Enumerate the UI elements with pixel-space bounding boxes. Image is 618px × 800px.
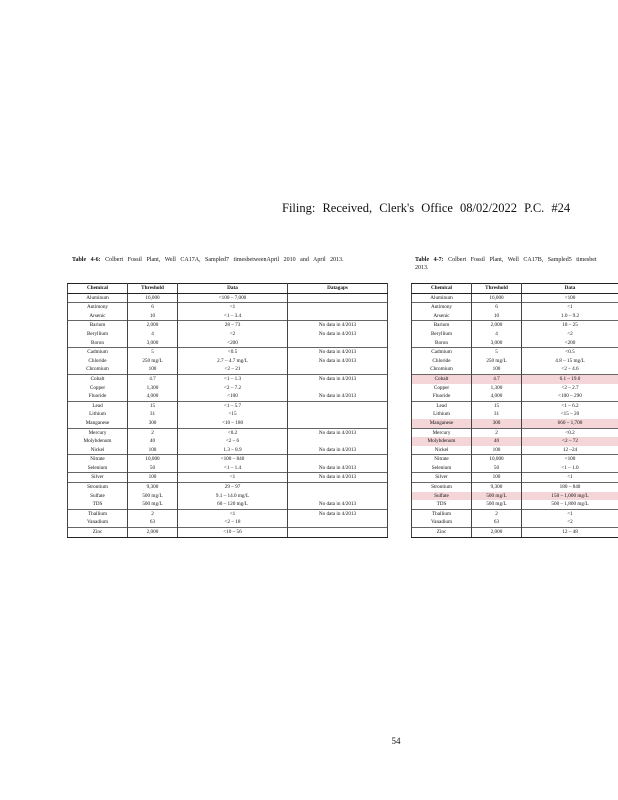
cell-threshold: 2,000 [128,321,178,330]
table-a [67,283,388,538]
table-row [68,455,388,464]
table-row [68,518,388,527]
table-row [68,321,388,330]
page-number: 54 [391,736,401,746]
cell-threshold: 100 [128,446,178,455]
cell-data: 500 – 1,800 mg/L [522,500,618,509]
table-row [68,419,388,428]
cell-threshold: 300 [472,419,522,428]
cell-chemical: Zinc [68,528,128,538]
table-row [68,384,388,393]
cell-threshold: 250 mg/L [472,357,522,366]
cell-datagaps [288,384,388,393]
cell-threshold: 4.7 [472,374,522,383]
cell-threshold: 16,000 [472,293,522,303]
table-a-caption-number: Table 4-6: [72,257,101,263]
table-row [68,483,388,492]
cell-data: 18 – 25 [522,321,618,330]
cell-datagaps [288,483,388,492]
table-b-caption-line2: 2013. [415,265,429,271]
table-row [68,509,388,518]
table-row [68,357,388,366]
cell-data: 9.1 – 14.0 mg/L [178,492,288,501]
cell-threshold: 500 mg/L [128,492,178,501]
cell-chemical: Arsenic [412,312,472,321]
cell-data: 150 – 1,000 mg/L [522,492,618,501]
table-row [412,384,618,393]
cell-threshold: 4,000 [472,392,522,401]
cell-threshold: 40 [128,437,178,446]
table-row [68,303,388,312]
cell-threshold: 10 [128,312,178,321]
cell-data: 12 – 48 [522,528,618,538]
table-row [68,374,388,383]
table-row [68,348,388,357]
cell-data: <15 [178,410,288,419]
cell-data: <1 – 6.2 [522,401,618,410]
cell-chemical: Chloride [68,357,128,366]
table-row [68,312,388,321]
cell-chemical: Lithium [412,410,472,419]
cell-chemical: Nitrate [412,455,472,464]
cell-chemical: TDS [412,500,472,509]
cell-data: <2 – 6 [178,437,288,446]
table-row [412,428,618,437]
cell-data: <1 [178,509,288,518]
table-row [68,528,388,538]
cell-data: <1 – 1.3 [178,374,288,383]
cell-threshold: 50 [472,464,522,473]
cell-datagaps [288,410,388,419]
cell-threshold: 16,000 [128,293,178,303]
table-row [68,446,388,455]
cell-threshold: 31 [472,410,522,419]
cell-data: <2 – 7.2 [178,384,288,393]
cell-data: <0.2 [178,428,288,437]
cell-threshold: 5 [128,348,178,357]
cell-threshold: 6 [128,303,178,312]
cell-threshold: 100 [472,446,522,455]
table-row [68,339,388,348]
filing-header: Filing: Received, Clerk's Office 08/02/2022 P.C. #24 [282,201,571,215]
cell-chemical: Selenium [412,464,472,473]
cell-chemical: TDS [68,500,128,509]
cell-threshold: 6 [472,303,522,312]
cell-chemical: Arsenic [68,312,128,321]
cell-data: <10 – 56 [178,528,288,538]
cell-chemical: Thallium [68,509,128,518]
cell-threshold: 4 [472,330,522,339]
cell-threshold: 100 [128,365,178,374]
cell-data: <100 – 840 [178,455,288,464]
cell-chemical: Cobalt [412,374,472,383]
cell-threshold: 10,000 [128,455,178,464]
cell-chemical: Antimony [412,303,472,312]
col-header-datagaps: Datagaps [288,284,388,294]
cell-data: 6.1 – 19.0 [522,374,618,383]
table-row [412,483,618,492]
table-row [412,509,618,518]
cell-chemical: Cadmium [68,348,128,357]
cell-data: 29 – 97 [178,483,288,492]
cell-datagaps: No data in 4/2013 [288,321,388,330]
cell-threshold: 1,300 [472,384,522,393]
cell-chemical: Antimony [68,303,128,312]
cell-data: <2 – 21 [178,365,288,374]
table-b-caption-number: Table 4-7: [415,257,444,263]
table-row [68,437,388,446]
cell-chemical: Chromium [412,365,472,374]
table-row [412,518,618,527]
cell-data: <100 [522,293,618,303]
cell-data: <1 – 5.7 [178,401,288,410]
table-row [68,401,388,410]
cell-datagaps: No data in 4/2013 [288,330,388,339]
cell-data: 180 – 840 [522,483,618,492]
cell-threshold: 3,000 [128,339,178,348]
cell-chemical: Barium [68,321,128,330]
cell-chemical: Lead [68,401,128,410]
cell-threshold: 2 [472,428,522,437]
cell-datagaps [288,528,388,538]
cell-data: <1 [178,303,288,312]
table-row [412,303,618,312]
cell-chemical: Fluoride [68,392,128,401]
cell-threshold: 4.7 [128,374,178,383]
cell-chemical: Strontium [412,483,472,492]
cell-threshold: 500 mg/L [472,500,522,509]
cell-data: <1 [522,303,618,312]
cell-chemical: Molybdenum [412,437,472,446]
cell-datagaps: No data in 4/2013 [288,374,388,383]
col-header-data: Data [522,284,618,294]
table-row [68,492,388,501]
cell-datagaps: No data in 4/2013 [288,446,388,455]
cell-datagaps [288,303,388,312]
col-header-chemical: Chemical [68,284,128,294]
table-a-caption [72,256,372,264]
cell-threshold: 31 [128,410,178,419]
cell-datagaps [288,365,388,374]
cell-data: <2 – 18 [178,518,288,527]
cell-chemical: Nickel [412,446,472,455]
cell-threshold: 10 [472,312,522,321]
cell-chemical: Aluminum [68,293,128,303]
cell-datagaps: No data in 4/2013 [288,500,388,509]
cell-data: <100 – 7,000 [178,293,288,303]
table-row [412,492,618,501]
cell-threshold: 9,300 [128,483,178,492]
cell-chemical: Silver [68,473,128,483]
cell-threshold: 4,000 [128,392,178,401]
cell-chemical: Thallium [412,509,472,518]
cell-chemical: Fluoride [412,392,472,401]
cell-chemical: Cobalt [68,374,128,383]
table-row [412,321,618,330]
cell-data: 4.8 – 15 mg/L [522,357,618,366]
cell-threshold: 100 [128,473,178,483]
cell-data: <100 – 290 [522,392,618,401]
cell-datagaps [288,293,388,303]
table-row [412,374,618,383]
cell-chemical: Molybdenum [68,437,128,446]
cell-data: <1 [522,509,618,518]
cell-data: <2 – 2.7 [522,384,618,393]
table-b-caption [415,256,618,272]
cell-data: <100 [522,455,618,464]
cell-threshold: 500 mg/L [128,500,178,509]
cell-datagaps [288,437,388,446]
table-row [68,330,388,339]
table-row [412,437,618,446]
cell-chemical: Mercury [412,428,472,437]
cell-chemical: Sulfate [412,492,472,501]
table-row [412,392,618,401]
cell-data: <2 [178,330,288,339]
cell-threshold: 5 [472,348,522,357]
cell-data: <0.5 [522,348,618,357]
cell-threshold: 2,000 [472,321,522,330]
cell-data: <1 – 3.4 [178,312,288,321]
cell-data: 12 –24 [522,446,618,455]
cell-data: <100 [178,392,288,401]
cell-threshold: 2 [472,509,522,518]
cell-threshold: 63 [472,518,522,527]
cell-datagaps [288,401,388,410]
cell-data: <2 – 4.6 [522,365,618,374]
cell-chemical: Nitrate [68,455,128,464]
cell-datagaps [288,312,388,321]
cell-chemical: Boron [68,339,128,348]
table-row [412,446,618,455]
table-row [68,464,388,473]
cell-data: <10 – 180 [178,419,288,428]
table-row [68,392,388,401]
cell-threshold: 2,000 [472,528,522,538]
cell-data: <200 [522,339,618,348]
cell-chemical: Chromium [68,365,128,374]
table-row [68,410,388,419]
table-row [412,455,618,464]
cell-threshold: 15 [472,401,522,410]
cell-chemical: Lithium [68,410,128,419]
table-row [412,365,618,374]
table-row [412,357,618,366]
table-row [412,464,618,473]
cell-chemical: Selenium [68,464,128,473]
cell-chemical: Barium [412,321,472,330]
cell-chemical: Mercury [68,428,128,437]
cell-threshold: 63 [128,518,178,527]
table-a-body [68,293,388,537]
cell-data: <2 – 72 [522,437,618,446]
cell-threshold: 100 [472,473,522,483]
cell-data: <2 [522,518,618,527]
cell-datagaps: No data in 4/2013 [288,357,388,366]
cell-datagaps: No data in 4/2013 [288,348,388,357]
cell-datagaps [288,455,388,464]
cell-datagaps: No data in 4/2013 [288,464,388,473]
table-row [412,348,618,357]
cell-datagaps: No data in 4/2013 [288,428,388,437]
cell-data: <2 [522,330,618,339]
table-row [68,428,388,437]
cell-chemical: Copper [412,384,472,393]
cell-threshold: 300 [128,419,178,428]
cell-data: <1 [522,473,618,483]
table-row [412,401,618,410]
table-row [412,419,618,428]
table-a-caption-text: Colbert Fossil Plant, Well CA17A, Sampled7 timesbetweenApril 2010 and April 2013. [105,257,344,263]
col-header-threshold: Threshold [472,284,522,294]
cell-threshold: 2,000 [128,528,178,538]
cell-chemical: Manganese [68,419,128,428]
table-row [412,528,618,538]
cell-threshold: 10,000 [472,455,522,464]
table-row [412,473,618,483]
col-header-threshold: Threshold [128,284,178,294]
table-b-caption-text: Colbert Fossil Plant, Well CA17B, Sampled5 timesbet [448,257,597,263]
cell-chemical: Strontium [68,483,128,492]
table-row [412,339,618,348]
cell-datagaps: No data in 4/2013 [288,509,388,518]
cell-data: <200 [178,339,288,348]
cell-chemical: Chloride [412,357,472,366]
cell-datagaps: No data in 4/2013 [288,473,388,483]
col-header-data: Data [178,284,288,294]
cell-datagaps [288,492,388,501]
cell-threshold: 500 mg/L [472,492,522,501]
table-a-header-row [68,284,388,294]
cell-data: <0.2 [522,428,618,437]
cell-data: 28 – 73 [178,321,288,330]
cell-chemical: Beryllium [412,330,472,339]
cell-data: <1 – 1.0 [522,464,618,473]
table-row [412,330,618,339]
table-row [412,410,618,419]
cell-chemical: Sulfate [68,492,128,501]
cell-threshold: 2 [128,428,178,437]
cell-chemical: Copper [68,384,128,393]
cell-threshold: 3,000 [472,339,522,348]
cell-chemical: Silver [412,473,472,483]
table-row [68,365,388,374]
col-header-chemical: Chemical [412,284,472,294]
table-row [68,500,388,509]
cell-chemical: Zinc [412,528,472,538]
cell-chemical: Boron [412,339,472,348]
table-row [68,293,388,303]
cell-threshold: 1,300 [128,384,178,393]
cell-data: 60 – 120 mg/L [178,500,288,509]
table-row [412,500,618,509]
table-b-header-row [412,284,618,294]
cell-threshold: 250 mg/L [128,357,178,366]
cell-data: <1 – 1.4 [178,464,288,473]
cell-chemical: Cadmium [412,348,472,357]
cell-datagaps: No data in 4/2013 [288,392,388,401]
cell-data: 2.7 – 4.7 mg/L [178,357,288,366]
cell-data: <1 [178,473,288,483]
cell-data: <0.5 [178,348,288,357]
cell-threshold: 100 [472,365,522,374]
cell-chemical: Nickel [68,446,128,455]
table-b-body [412,293,618,537]
cell-chemical: Vanadium [68,518,128,527]
cell-chemical: Aluminum [412,293,472,303]
cell-data: <15 – 20 [522,410,618,419]
cell-datagaps [288,339,388,348]
cell-chemical: Lead [412,401,472,410]
cell-datagaps [288,518,388,527]
cell-data: 660 – 1,700 [522,419,618,428]
table-row [68,473,388,483]
cell-threshold: 15 [128,401,178,410]
cell-chemical: Beryllium [68,330,128,339]
cell-chemical: Manganese [412,419,472,428]
cell-data: 1.0 – 9.2 [522,312,618,321]
cell-threshold: 9,300 [472,483,522,492]
cell-threshold: 50 [128,464,178,473]
cell-chemical: Vanadium [412,518,472,527]
cell-datagaps [288,419,388,428]
cell-threshold: 2 [128,509,178,518]
cell-threshold: 40 [472,437,522,446]
cell-data: 1.3 – 8.9 [178,446,288,455]
table-b [411,283,618,538]
table-row [412,293,618,303]
table-row [412,312,618,321]
cell-threshold: 4 [128,330,178,339]
